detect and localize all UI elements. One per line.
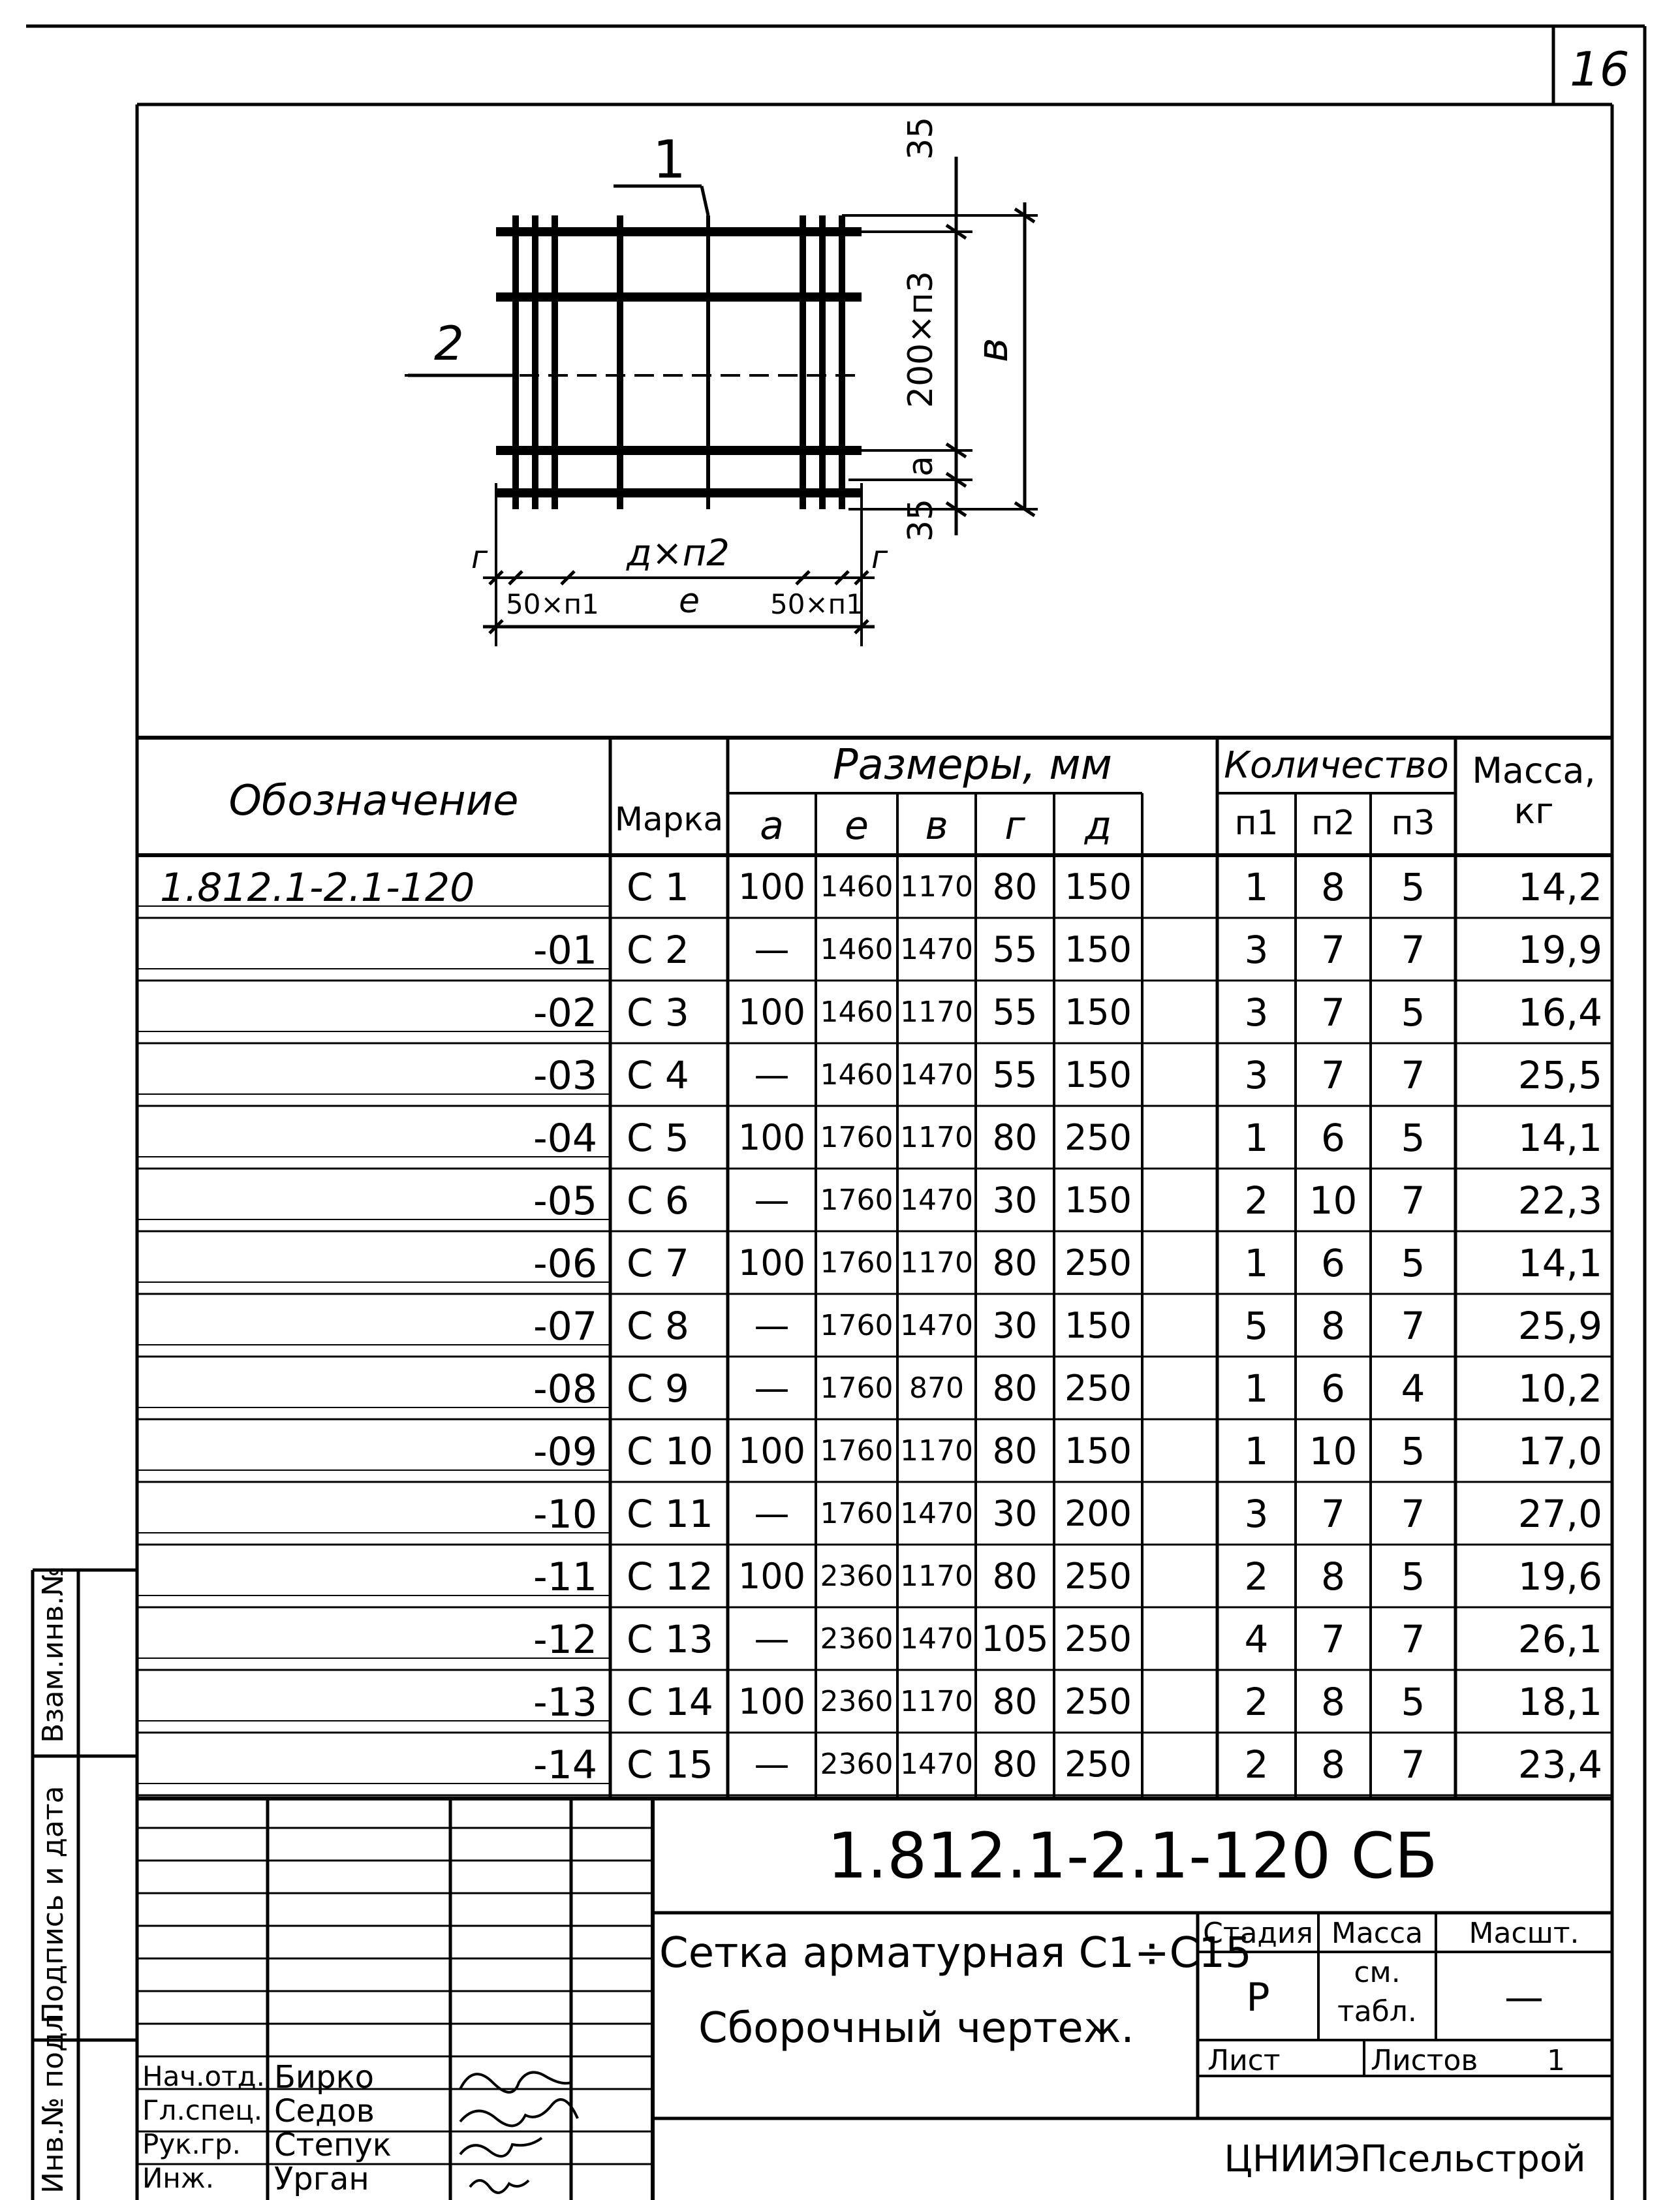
row-qty-n3: 7 <box>1401 1492 1425 1536</box>
row-qty-n1: 5 <box>1244 1304 1269 1348</box>
scale-value: — <box>1504 1975 1544 2020</box>
signer-role: Нач.отд. <box>142 2060 266 2092</box>
row-size-e: 1760 <box>820 1121 894 1154</box>
row-size-d: 250 <box>1064 1117 1132 1158</box>
row-size-e: 1760 <box>820 1184 894 1217</box>
dim-dn2: д×п2 <box>627 532 730 574</box>
row-size-e: 1460 <box>820 870 894 904</box>
row-designation: -07 <box>533 1304 597 1349</box>
row-mark: С 1 <box>627 865 689 909</box>
row-mark: С 11 <box>627 1492 713 1536</box>
row-size-e: 1760 <box>820 1497 894 1530</box>
row-size-e: 1760 <box>820 1246 894 1280</box>
sheets-value: 1 <box>1547 2044 1565 2077</box>
row-qty-n2: 8 <box>1321 1742 1345 1787</box>
row-designation: -09 <box>533 1429 597 1475</box>
row-qty-n3: 4 <box>1401 1366 1425 1411</box>
row-size-a: — <box>754 1305 790 1346</box>
row-size-b: 1470 <box>900 1748 973 1781</box>
row-size-e: 2360 <box>820 1560 894 1593</box>
row-designation: -04 <box>533 1116 597 1161</box>
row-size-a: — <box>754 1618 790 1659</box>
sheet-number: 16 <box>1570 42 1630 97</box>
row-designation: -02 <box>533 990 597 1036</box>
row-qty-n3: 7 <box>1401 1617 1425 1661</box>
row-size-g: 55 <box>992 992 1038 1033</box>
row-mass: 14,1 <box>1517 1241 1602 1285</box>
row-qty-n2: 7 <box>1321 1617 1345 1661</box>
row-size-e: 1760 <box>820 1372 894 1405</box>
qty-col-header: п2 <box>1311 804 1356 843</box>
row-mark: С 3 <box>627 990 689 1035</box>
row-size-d: 250 <box>1064 1556 1132 1597</box>
row-size-e: 1460 <box>820 933 894 966</box>
row-mass: 22,3 <box>1517 1178 1602 1223</box>
callout-2: 2 <box>434 316 464 371</box>
header-mark: Марка <box>614 800 724 838</box>
row-mass: 17,0 <box>1517 1429 1602 1473</box>
dim-35-top: 35 <box>901 116 941 160</box>
row-size-d: 250 <box>1064 1368 1132 1409</box>
size-col-header: д <box>1084 803 1112 849</box>
row-size-g: 30 <box>992 1180 1038 1221</box>
row-size-b: 1470 <box>900 1622 973 1656</box>
row-qty-n2: 7 <box>1321 928 1345 972</box>
row-designation: -14 <box>533 1742 597 1788</box>
row-size-b: 1170 <box>900 996 973 1029</box>
size-col-header: а <box>760 803 784 849</box>
row-size-g: 80 <box>992 1556 1038 1597</box>
doc-name-line2: Сборочный чертеж. <box>698 2004 1134 2052</box>
row-mass: 18,1 <box>1517 1680 1602 1724</box>
dim-g-right: г <box>871 539 888 576</box>
header-quantity: Количество <box>1224 744 1449 787</box>
mass-label: Масса <box>1331 1917 1423 1950</box>
qty-col-header: п1 <box>1234 804 1279 843</box>
row-size-a: — <box>754 1054 790 1095</box>
row-designation: -11 <box>533 1554 597 1600</box>
row-qty-n1: 2 <box>1244 1554 1269 1599</box>
row-mark: С 2 <box>627 928 689 972</box>
row-size-d: 150 <box>1064 866 1132 907</box>
row-qty-n1: 3 <box>1244 928 1269 972</box>
sheets-label: Листов <box>1371 2044 1478 2077</box>
row-qty-n2: 6 <box>1321 1116 1345 1160</box>
row-qty-n3: 7 <box>1401 928 1425 972</box>
header-sizes: Размеры, мм <box>833 741 1112 789</box>
row-qty-n1: 2 <box>1244 1178 1269 1223</box>
row-qty-n3: 5 <box>1401 865 1425 909</box>
row-mark: С 6 <box>627 1178 689 1223</box>
row-qty-n2: 6 <box>1321 1366 1345 1411</box>
row-size-d: 250 <box>1064 1618 1132 1659</box>
stage-value: Р <box>1246 1975 1270 2020</box>
row-qty-n2: 8 <box>1321 1554 1345 1599</box>
signer-name: Седов <box>274 2093 375 2129</box>
row-qty-n1: 4 <box>1244 1617 1269 1661</box>
row-mark: С 13 <box>627 1617 713 1661</box>
row-designation: 1.812.1-2.1-120 <box>160 865 475 911</box>
row-qty-n3: 5 <box>1401 1554 1425 1599</box>
stamp-replace-inv: Взам.инв.№ <box>37 1566 70 1743</box>
stamp-inv-orig: Инв.№ подл. <box>37 2004 70 2193</box>
dim-50n1-right: 50×п1 <box>770 588 863 620</box>
row-size-b: 1170 <box>900 870 973 904</box>
row-mass: 26,1 <box>1517 1617 1602 1661</box>
row-size-b: 1470 <box>900 1309 973 1342</box>
row-designation: -01 <box>533 928 597 973</box>
dim-b: в <box>969 338 1018 362</box>
row-mark: С 12 <box>627 1554 713 1599</box>
row-size-g: 80 <box>992 1368 1038 1409</box>
row-size-e: 1760 <box>820 1434 894 1468</box>
row-size-d: 150 <box>1064 1054 1132 1095</box>
row-qty-n3: 5 <box>1401 1116 1425 1160</box>
row-size-a: — <box>754 1493 790 1534</box>
row-size-g: 80 <box>992 866 1038 907</box>
row-size-g: 80 <box>992 1117 1038 1158</box>
row-qty-n3: 7 <box>1401 1742 1425 1787</box>
row-size-d: 250 <box>1064 1242 1132 1283</box>
row-mass: 14,1 <box>1517 1116 1602 1160</box>
header-mass: Масса, кг <box>1472 750 1596 832</box>
row-mass: 10,2 <box>1517 1366 1602 1411</box>
row-mark: С 7 <box>627 1241 689 1285</box>
row-size-g: 80 <box>992 1430 1038 1471</box>
size-col-header: в <box>925 803 948 849</box>
row-size-d: 150 <box>1064 1305 1132 1346</box>
row-qty-n3: 5 <box>1401 1680 1425 1724</box>
row-size-b: 1170 <box>900 1246 973 1280</box>
row-size-g: 80 <box>992 1744 1038 1785</box>
row-size-a: 100 <box>738 1430 806 1471</box>
row-size-d: 250 <box>1064 1681 1132 1722</box>
signer-name: Степук <box>274 2127 392 2163</box>
row-size-g: 80 <box>992 1242 1038 1283</box>
row-designation: -10 <box>533 1492 597 1537</box>
row-mark: С 14 <box>627 1680 713 1724</box>
row-size-e: 1760 <box>820 1309 894 1342</box>
dim-35-bottom: 35 <box>901 498 941 542</box>
row-size-e: 2360 <box>820 1685 894 1718</box>
row-size-a: 100 <box>738 992 806 1033</box>
row-size-a: 100 <box>738 866 806 907</box>
row-size-b: 1170 <box>900 1434 973 1468</box>
dim-200n3: 200×п3 <box>901 271 941 408</box>
row-size-d: 150 <box>1064 992 1132 1033</box>
row-qty-n1: 2 <box>1244 1680 1269 1724</box>
signer-role: Гл.спец. <box>142 2094 263 2126</box>
signer-role: Инж. <box>142 2162 215 2194</box>
row-size-a: — <box>754 1744 790 1785</box>
row-mark: С 9 <box>627 1366 689 1411</box>
row-size-g: 105 <box>981 1618 1049 1659</box>
dim-g-left: г <box>471 539 488 576</box>
row-size-b: 870 <box>909 1372 964 1405</box>
row-mass: 16,4 <box>1517 990 1602 1035</box>
row-size-d: 150 <box>1064 1180 1132 1221</box>
row-qty-n3: 5 <box>1401 1241 1425 1285</box>
row-designation: -12 <box>533 1617 597 1663</box>
row-size-d: 250 <box>1064 1744 1132 1785</box>
row-qty-n1: 1 <box>1244 1366 1269 1411</box>
row-size-d: 150 <box>1064 929 1132 970</box>
row-size-a: — <box>754 1180 790 1221</box>
row-size-e: 1460 <box>820 996 894 1029</box>
row-mark: С 15 <box>627 1742 713 1787</box>
row-mass: 14,2 <box>1517 865 1602 909</box>
header-designation: Обозначение <box>228 777 519 825</box>
row-size-a: 100 <box>738 1556 806 1597</box>
row-qty-n2: 8 <box>1321 1680 1345 1724</box>
mass-value-2: табл. <box>1337 1995 1417 2028</box>
dim-e: е <box>679 582 700 621</box>
row-designation: -03 <box>533 1053 597 1099</box>
row-size-b: 1470 <box>900 933 973 966</box>
row-size-b: 1170 <box>900 1685 973 1718</box>
row-size-b: 1470 <box>900 1058 973 1092</box>
row-size-d: 200 <box>1064 1493 1132 1534</box>
row-mass: 19,6 <box>1517 1554 1602 1599</box>
signer-role: Рук.гр. <box>142 2128 241 2160</box>
signature-scribbles <box>460 2072 578 2193</box>
row-qty-n1: 1 <box>1244 865 1269 909</box>
row-qty-n2: 8 <box>1321 865 1345 909</box>
row-size-g: 30 <box>992 1493 1038 1534</box>
row-qty-n1: 1 <box>1244 1241 1269 1285</box>
row-size-e: 2360 <box>820 1748 894 1781</box>
row-qty-n2: 7 <box>1321 1053 1345 1097</box>
callout-1: 1 <box>653 129 686 190</box>
row-mass: 27,0 <box>1517 1492 1602 1536</box>
row-qty-n2: 8 <box>1321 1304 1345 1348</box>
row-size-g: 55 <box>992 929 1038 970</box>
row-qty-n2: 7 <box>1321 1492 1345 1536</box>
row-designation: -05 <box>533 1178 597 1224</box>
row-size-d: 150 <box>1064 1430 1132 1471</box>
row-qty-n1: 1 <box>1244 1429 1269 1473</box>
row-qty-n1: 3 <box>1244 990 1269 1035</box>
row-mass: 25,9 <box>1517 1304 1602 1348</box>
row-qty-n1: 2 <box>1244 1742 1269 1787</box>
row-qty-n1: 1 <box>1244 1116 1269 1160</box>
row-size-e: 1460 <box>820 1058 894 1092</box>
scale-label: Масшт. <box>1469 1917 1579 1950</box>
row-size-g: 80 <box>992 1681 1038 1722</box>
row-mass: 25,5 <box>1517 1053 1602 1097</box>
row-qty-n3: 7 <box>1401 1178 1425 1223</box>
row-mark: С 4 <box>627 1053 689 1097</box>
row-size-a: — <box>754 1368 790 1409</box>
stamp-sign-date: Подпись и дата <box>37 1785 70 2024</box>
signer-name: Бирко <box>274 2059 374 2096</box>
row-size-a: 100 <box>738 1681 806 1722</box>
signer-name: Урган <box>274 2161 369 2197</box>
row-size-a: — <box>754 929 790 970</box>
row-qty-n2: 10 <box>1309 1429 1358 1473</box>
row-mark: С 10 <box>627 1429 713 1473</box>
row-size-a: 100 <box>738 1242 806 1283</box>
organization: ЦНИИЭПсельстрой <box>1224 2138 1586 2180</box>
row-qty-n3: 5 <box>1401 1429 1425 1473</box>
row-mass: 23,4 <box>1517 1742 1602 1787</box>
row-qty-n3: 7 <box>1401 1053 1425 1097</box>
row-size-g: 55 <box>992 1054 1038 1095</box>
row-designation: -06 <box>533 1241 597 1287</box>
row-qty-n2: 10 <box>1309 1178 1358 1223</box>
sheet-label: Лист <box>1207 2044 1281 2077</box>
row-qty-n1: 3 <box>1244 1053 1269 1097</box>
row-size-b: 1170 <box>900 1121 973 1154</box>
mass-value-1: см. <box>1354 1956 1401 1989</box>
row-size-b: 1470 <box>900 1497 973 1530</box>
doc-code: 1.812.1-2.1-120 СБ <box>827 1819 1438 1893</box>
row-qty-n3: 5 <box>1401 990 1425 1035</box>
stage-label: Стадия <box>1203 1917 1313 1950</box>
row-mark: С 8 <box>627 1304 689 1348</box>
row-mark: С 5 <box>627 1116 689 1160</box>
row-qty-n1: 3 <box>1244 1492 1269 1536</box>
row-size-b: 1170 <box>900 1560 973 1593</box>
row-qty-n2: 7 <box>1321 990 1345 1035</box>
row-size-a: 100 <box>738 1117 806 1158</box>
row-size-b: 1470 <box>900 1184 973 1217</box>
row-size-g: 30 <box>992 1305 1038 1346</box>
row-designation: -08 <box>533 1366 597 1412</box>
dim-50n1-left: 50×п1 <box>506 588 599 620</box>
doc-name-line1: Сетка арматурная С1÷С15 <box>659 1929 1252 1977</box>
size-col-header: г <box>1004 803 1025 849</box>
qty-col-header: п3 <box>1391 804 1435 843</box>
row-qty-n2: 6 <box>1321 1241 1345 1285</box>
row-mass: 19,9 <box>1517 928 1602 972</box>
row-size-e: 2360 <box>820 1622 894 1656</box>
row-qty-n3: 7 <box>1401 1304 1425 1348</box>
row-designation: -13 <box>533 1680 597 1725</box>
size-col-header: е <box>845 803 869 849</box>
dim-a: а <box>901 456 941 477</box>
